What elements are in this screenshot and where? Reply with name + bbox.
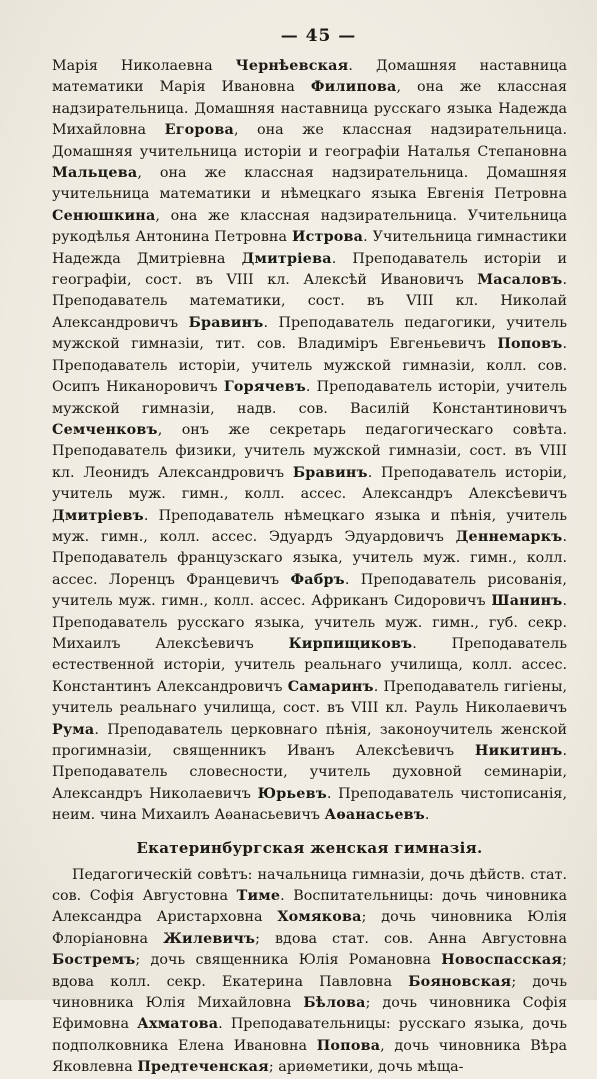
text-run: . Преподаватель исторіи и географіи, сост. въ VIII кл. Алексѣй Ивановичъ — [52, 250, 567, 289]
text-run: , дочь чиновника Вѣра Яковлевна — [52, 1037, 567, 1076]
surname: Бостремъ — [52, 952, 136, 969]
text-run: ; вдова стат. сов. Анна Августовна — [255, 930, 567, 947]
text-run: ; ариѳметики, дочь мѣща- — [268, 1059, 464, 1076]
text-run: . Преподаватель исторіи, учитель муж. гимн., колл. ассес. Александръ Алексѣевичъ — [52, 464, 567, 503]
surname: Деннемаркъ — [455, 528, 563, 545]
surname: Хомякова — [277, 909, 362, 926]
text-run: , она же классная надзирательница. Домашняя учительница математики и нѣмецкаго языка Евгенія Петровна — [52, 165, 567, 203]
page-number: — 45 — — [280, 26, 357, 46]
surname: Новоспасская — [441, 952, 563, 969]
text-run: , онъ же секретарь педагогическаго совѣта. Преподаватель физики, учитель мужской гимназіи, сост. въ VIII кл. Леонидъ Александровичъ — [52, 421, 567, 481]
surname: Рума — [52, 721, 95, 738]
text-run: . Преподаватель русскаго языка, учитель муж. гимн., губ. секр. Михаилъ Алексѣевичъ — [52, 593, 567, 652]
text-run: . Преподаватель естественной исторіи, учитель реальнаго училища, колл. ассес. Константинъ Александровичъ — [52, 635, 567, 695]
surname: Чернѣевская — [235, 58, 349, 74]
text-run: ; вдова колл. секр. Екатерина Павловна — [52, 952, 567, 990]
surname: Попова — [316, 1037, 381, 1054]
text-run: Педагогическій совѣтъ: начальница гимназіи, дочь дѣйств. стат. сов. Софія Августовна — [52, 866, 567, 905]
surname: Дмитріевъ — [52, 507, 144, 524]
text-run: . Преподаватель исторіи, учитель мужской гимназіи, колл. сов. Осипъ Никаноровичъ — [52, 336, 567, 396]
text-run: . Преподаватель французскаго языка, учитель муж. гимн., колл. ассес. Лоренцъ Францевичъ — [52, 528, 567, 588]
text-run: . Преподаватель исторіи, учитель мужской гимназіи, надв. сов. Василій Константиновичъ — [52, 379, 568, 417]
surname: Сенюшкина — [52, 207, 156, 224]
text-run: ; дочь чиновника Юлія Михайловна — [52, 973, 567, 1012]
page-body — [52, 56, 567, 1079]
section-heading: Екатеринбургская женская гимназія. — [136, 838, 483, 857]
surname: Горячевъ — [223, 379, 306, 396]
surname: Поповъ — [497, 336, 563, 353]
text-run: , она же классная надзирательница. Домашняя учительница исторіи и географіи Наталья Степановна — [52, 122, 567, 160]
text-run: Марія Николаевна — [52, 58, 236, 74]
text-run: . Преподаватель словесности, учитель духовной семинаріи, Александръ Николаевичъ — [52, 743, 567, 802]
text-run: ; дочь чиновника Юлія Флоріановна — [52, 909, 568, 947]
surname: Шанинъ — [491, 593, 563, 610]
surname: Ахматова — [137, 1016, 219, 1033]
staff-paragraph — [52, 56, 567, 827]
text-run: . Преподаватель гигіены, учитель реальнаго училища, сост. въ VIII кл. Рауль Николаевичъ — [52, 678, 567, 717]
surname: Предтеченская — [137, 1059, 269, 1076]
surname: Бравинъ — [292, 464, 368, 481]
council-paragraph — [52, 865, 567, 1079]
surname: Бояновская — [408, 973, 512, 990]
surname: Тиме — [236, 888, 281, 905]
text-run: . Преподаватель церковнаго пѣнія, законоучитель женской прогимназіи, священникъ Иванъ Алексѣевичъ — [52, 721, 567, 759]
text-run: . Воспитательницы: дочь чиновника Александра Аристарховна — [52, 888, 567, 926]
text-run: . — [424, 807, 430, 824]
text-run: . Учительница гимнастики Надежда Дмитріевна — [52, 229, 568, 267]
surname: Бѣлова — [303, 995, 366, 1012]
text-run: ; дочь священника Юлія Романовна — [135, 952, 442, 969]
text-run: . Преподаватель педагогики, учитель мужской гимназіи, тит. сов. Владиміръ Евгеньевичъ — [52, 314, 567, 353]
text-run: , она же классная надзирательница. Домашняя наставница русскаго языка Надежда Михайловна — [52, 79, 567, 139]
text-run: . Преподаватель нѣмецкаго языка и пѣнія, учитель муж. гимн., колл. ассес. Эдуардъ Эдуардовичъ — [52, 507, 567, 545]
surname: Филипова — [310, 79, 397, 96]
surname: Аѳанасьевъ — [324, 807, 425, 824]
text-run: ; дочь чиновника Софія Ефимовна — [52, 995, 567, 1033]
text-run: . Преподавательницы: русскаго языка, дочь подполковника Елена Ивановна — [52, 1016, 568, 1054]
text-run: . Преподаватель рисованія, учитель муж. гимн., колл. ассес. Африканъ Сидоровичъ — [52, 571, 567, 610]
text-run: , она же классная надзирательница. Учительница рукодѣлья Антонина Петровна — [52, 207, 567, 246]
surname: Егорова — [164, 122, 234, 139]
surname: Никитинъ — [474, 743, 563, 759]
surname: Жилевичъ — [163, 930, 256, 947]
surname: Масаловъ — [477, 272, 563, 289]
text-run: . Преподаватель чистописанія, неим. чина Михаилъ Аѳанасьевичъ — [52, 785, 567, 824]
surname: Дмитріева — [241, 250, 332, 267]
text-run: . Преподаватель математики, сост. въ VIII кл. Николай Александровичъ — [52, 272, 567, 331]
surname: Юрьевъ — [257, 785, 327, 802]
surname: Мальцева — [52, 165, 138, 182]
surname: Кирпищиковъ — [288, 635, 413, 652]
surname: Фабръ — [290, 571, 345, 588]
text-run: . Домашняя наставница математики Марія Ивановна — [52, 58, 567, 96]
surname: Самаринъ — [287, 678, 374, 695]
surname: Семченковъ — [52, 421, 158, 438]
surname: Истрова — [291, 229, 364, 246]
surname: Бравинъ — [188, 314, 264, 331]
